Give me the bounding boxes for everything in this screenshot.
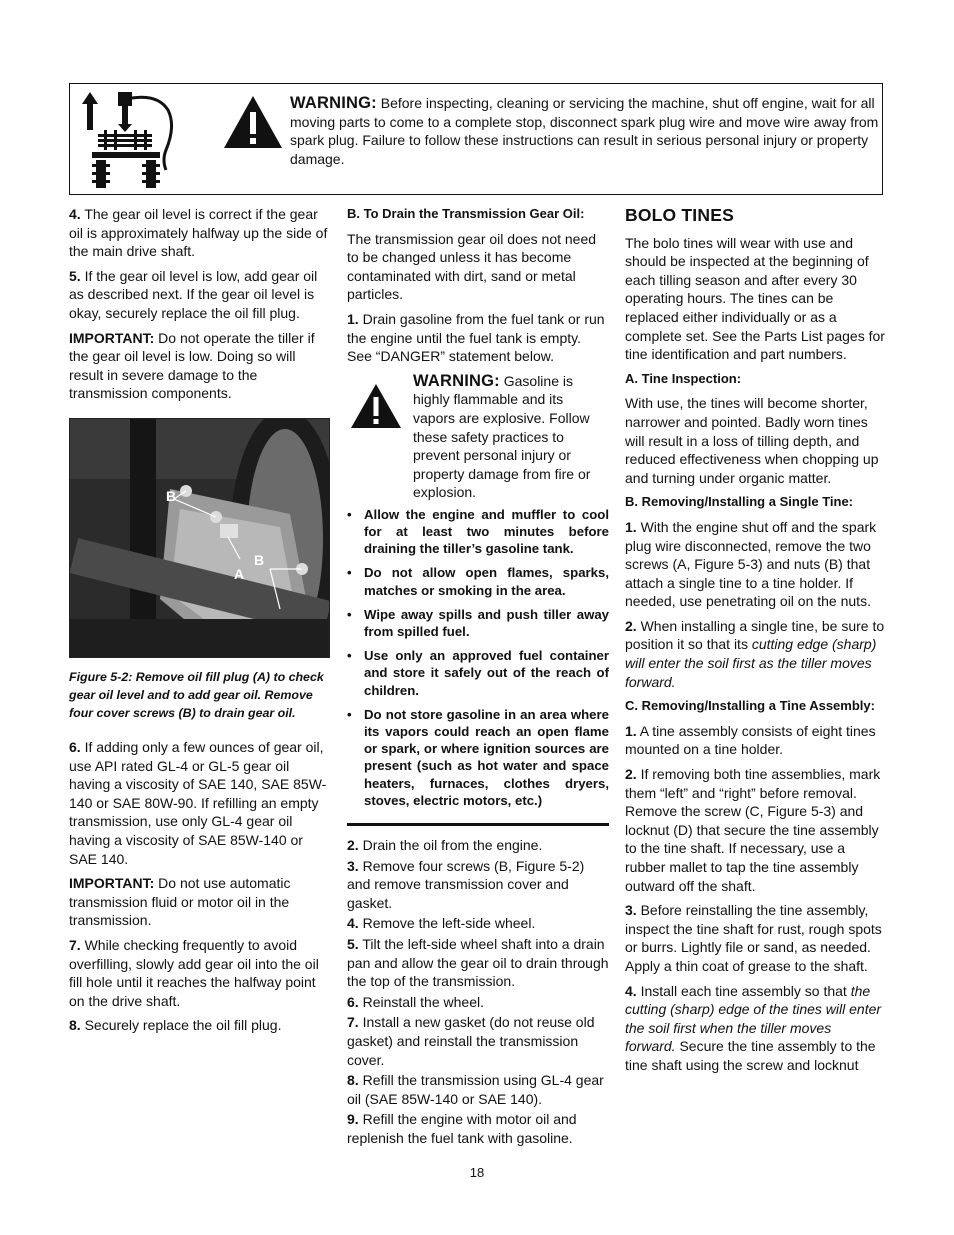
safety-bullet: • Do not allow open flames, sparks, matches or smoking in the area. — [347, 565, 609, 598]
warning-triangle-icon — [349, 382, 403, 430]
drain-step: 4. Remove the left-side wheel. — [347, 915, 536, 932]
step-4: 4. The gear oil level is correct if the gear oil is approximately halfway up the side of the main drive shaft. — [69, 206, 328, 260]
tine-assembly-step-3: 3. Before reinstalling the tine assembly, inspect the tine shaft for rust, rough spots or burrs. Lightly file or sand, as needed. Apply a thin coat of grease to the shaft. — [625, 902, 882, 974]
single-tine-heading: B. Removing/Installing a Single Tine: — [625, 494, 854, 510]
figure-caption: Figure 5-2: Remove oil fill plug (A) to check gear oil level and to add gear oil. Remove four cover screws (B) to drain gear oil. — [69, 670, 324, 720]
step-5: 5. If the gear oil level is low, add gear oil as described next. If the gear oil level is okay, securely replace the oil fill plug. — [69, 267, 318, 321]
warning-text — [290, 94, 880, 168]
column-middle — [347, 205, 609, 1150]
tine-assembly-step-4: 4. Install each tine assembly so that the cutting (sharp) edge of the tines will enter the soil first when the tiller moves forward. Secure the tine assembly to the tine shaft using the screw and locknut — [625, 982, 882, 1073]
safety-bullet: • Do not store gasoline in an area where its vapors could reach an open flame or spark, or where ignition sources are present (such as hot water and space heaters, furnaces, clothes dryers, stoves, electric motors, etc.) — [347, 706, 609, 808]
warning-triangle-icon — [222, 94, 284, 150]
column-left-lower — [69, 738, 329, 1041]
transmission-photo — [70, 419, 330, 658]
drain-step: 8. Refill the transmission using GL-4 gear oil (SAE 85W-140 or SAE 140). — [347, 1072, 604, 1107]
bolo-intro: The bolo tines will wear with use and should be inspected at the beginning of each tilling season and after every 30 operating hours. The tines can be replaced either individually or as a complete set. See the Parts List pages for tine identification and part numbers. — [625, 234, 885, 363]
drain-step: 2. Drain the oil from the engine. — [347, 837, 543, 853]
tine-inspection-text: With use, the tines will become shorter, narrower and pointed. Badly worn tines will result in a loss of tilling depth, and reduced effectiveness when chopping up and turning under organic matter. — [625, 395, 879, 486]
photo-label-a: A — [234, 566, 245, 582]
single-tine-step-2: 2. When installing a single tine, be sure to position it so that its cutting edge (sharp) will enter the soil first as the tiller moves forward. — [625, 617, 885, 690]
drain-step: 7. Install a new gasket (do not reuse old gasket) and reinstall the transmission cover. — [347, 1014, 595, 1068]
warning-box — [69, 83, 883, 195]
step-7: 7. While checking frequently to avoid overfilling, slowly add gear oil into the oil fill hole until it reaches the halfway point on the drive shaft. — [69, 936, 319, 1009]
drain-step: 6. Reinstall the wheel. — [347, 993, 484, 1010]
drain-step: 5. Tilt the left-side wheel shaft into a drain pan and allow the gear oil to drain through the top of the transmission. — [347, 935, 609, 990]
safety-bullet: • Allow the engine and muffler to cool for at least two minutes before draining the tiller’s gasoline tank. — [347, 506, 609, 557]
drain-intro: The transmission gear oil does not need to be changed unless it has become contaminated with dirt, sand or metal particles. — [347, 230, 597, 303]
tine-assembly-heading: C. Removing/Installing a Tine Assembly: — [625, 698, 875, 714]
photo-label-b1: B — [166, 488, 177, 504]
safety-bullets — [347, 506, 609, 809]
bolo-tines-heading: BOLO TINES — [625, 205, 734, 225]
drain-steps — [347, 836, 609, 1148]
step-8: 8. Securely replace the oil fill plug. — [69, 1017, 282, 1034]
column-right — [625, 205, 885, 1081]
photo-label-b2: B — [254, 552, 265, 568]
gasoline-warning-text: WARNING: Gasoline is highly flammable and its vapors are explosive. Follow these safety practices to prevent personal injury or property damage from fire or explosion. — [413, 371, 591, 501]
warning-body: Before inspecting, cleaning or servicing the machine, shut off engine, wait for all moving parts to come to a complete stop, disconnect spark plug wire and move wire away from spark plug. Failure to follow these instructions can result in serious personal injury or property damage. — [290, 95, 879, 167]
safety-bullet: • Use only an approved fuel container and store it safely out of the reach of children. — [347, 648, 609, 698]
column-left — [69, 205, 329, 409]
figure-5-2-photo — [69, 418, 330, 658]
step-6: 6. If adding only a few ounces of gear oil, use API rated GL-4 or GL-5 gear oil having a viscosity of SAE 140, SAE 85W-140 or SAE 80W-90. If refilling an empty transmission, use only GL-4 gear oil having a viscosity of SAE 85W-140 or SAE 140. — [69, 739, 327, 867]
drain-step: 3. Remove four screws (B, Figure 5-2) and remove transmission cover and gasket. — [347, 857, 585, 911]
tine-inspection-heading: A. Tine Inspection: — [625, 370, 742, 386]
warning-label: WARNING: — [290, 94, 377, 112]
gasoline-warning — [347, 371, 609, 501]
single-tine-step-1: 1. With the engine shut off and the spark plug wire disconnected, remove the two screws (A, Figure 5-3) and nuts (B) that attach a single tine to a tine holder. If needed, use penetrating oil on the nuts. — [625, 518, 877, 610]
drain-step-1: 1. Drain gasoline from the fuel tank or run the engine until the fuel tank is empty. See “DANGER” statement below. — [347, 310, 605, 365]
safety-bullet: • Wipe away spills and push tiller away from spilled fuel. — [347, 606, 609, 639]
important-note-1: IMPORTANT: Do not operate the tiller if the gear oil level is low. Doing so will result in severe damage to the transmission components. — [69, 329, 315, 402]
page-number: 18 — [469, 1165, 485, 1180]
drain-heading: B. To Drain the Transmission Gear Oil: — [347, 206, 585, 221]
tine-assembly-step-2: 2. If removing both tine assemblies, mark them “left” and “right” before removal. Remove the screw (C, Figure 5-3) and locknut (D) that secure the tine assembly to the tine shaft. If necessary, use a rubber mallet to tap the tine assembly outward off the shaft. — [625, 766, 881, 894]
drain-step: 9. Refill the engine with motor oil and replenish the fuel tank with gasoline. — [347, 1111, 577, 1146]
tine-assembly-step-1: 1. A tine assembly consists of eight tines mounted on a tine holder. — [625, 722, 876, 758]
divider — [347, 823, 609, 826]
spark-plug-disconnect-icon — [82, 90, 182, 190]
important-note-2: IMPORTANT: Do not use automatic transmission fluid or motor oil in the transmission. — [69, 875, 291, 929]
